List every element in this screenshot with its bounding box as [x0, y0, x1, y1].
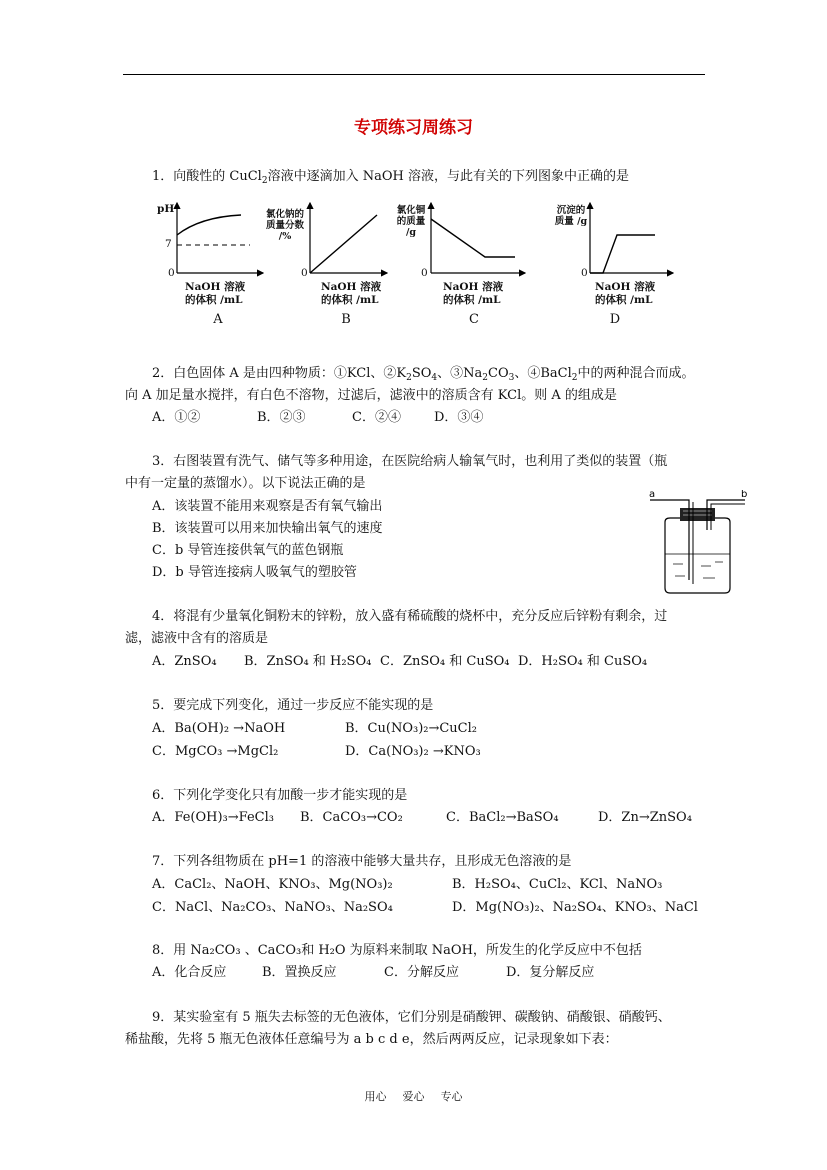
graph-a-origin: 0	[168, 267, 175, 279]
graph-a-curve	[177, 215, 241, 235]
q6-option-a: A．Fe(OH)₃→FeCl₃	[152, 810, 274, 825]
q8-option-b: B．置换反应	[262, 965, 337, 980]
q2-options	[152, 409, 483, 427]
q5-option-a: A．Ba(OH)₂ →NaOH	[152, 721, 286, 736]
q3-option-d: D．b 导管连接病人吸氧气的塑胶管	[152, 565, 357, 580]
q8-line-1: 8．用 Na₂CO₃ 、CaCO₃和 H₂O 为原料来制取 NaOH，所发生的化学反应中不包括	[152, 943, 642, 958]
q5-line-1: 5．要完成下列变化，通过一步反应不能实现的是	[152, 698, 434, 713]
q8-option-d: D．复分解反应	[506, 965, 595, 980]
graph-c-ylabel: 氯化铜的质量 /g	[396, 205, 426, 238]
q5-options-row-2	[152, 743, 481, 761]
bottle-label-a: a	[649, 490, 656, 500]
q6-option-c: C．BaCl₂→BaSO₄	[446, 810, 559, 825]
graph-b-line	[310, 215, 377, 273]
q8-option-c: C．分解反应	[384, 965, 459, 980]
q4-line-2: 滤，滤液中含有的溶质是	[125, 631, 269, 646]
q3-option-b: B．该装置可以用来加快输出氧气的速度	[152, 521, 383, 536]
q9-line-2: 稀盐酸，先将 5 瓶无色液体任意编号为 a b c d e，然后两两反应，记录现象如下表：	[125, 1032, 618, 1047]
graph-a-xlabel-2: 的体积 /mL	[185, 294, 243, 306]
page-title: 专项练习周练习	[354, 118, 473, 138]
q6-options	[152, 809, 692, 827]
graph-d-xlabel-1: NaOH 溶液	[595, 281, 656, 293]
graph-b-ylabel: 氯化钠的质量分数 /%	[265, 209, 304, 242]
q2-line-2: 向 A 加足量水搅拌，有白色不溶物，过滤后，滤液中的溶质含有 KCl。则 A 的组成是	[125, 388, 617, 403]
q6-option-b: B．CaCO₃→CO₂	[300, 810, 403, 825]
q4-options	[152, 653, 647, 671]
q3-line-2: 中有一定量的蒸馏水）。以下说法正确的是	[125, 476, 366, 491]
q5-option-b: B．Cu(NO₃)₂→CuCl₂	[345, 721, 477, 736]
gas-washing-bottle-figure	[645, 490, 750, 600]
graph-d-letter: D	[609, 312, 621, 327]
bottle-label-b: b	[741, 490, 748, 500]
q4-line-1: 4．将混有少量氧化铜粉末的锌粉，放入盛有稀硫酸的烧杯中，充分反应后锌粉有剩余，过	[152, 609, 668, 624]
graph-b-xlabel-1: NaOH 溶液	[321, 281, 382, 293]
graph-b	[310, 203, 387, 273]
q2-line-1: 2．白色固体 A 是由四种物质：①KCl、$②K_2SO_4$、$③Na_2CO_3$、④BaCl$_2$中的两种混合而成。	[152, 366, 695, 383]
q2-option-a: A．①②	[152, 410, 201, 425]
q8-options	[152, 964, 594, 982]
footer-word-1: 用心	[364, 1090, 387, 1103]
graph-d	[590, 203, 673, 273]
header-rule	[123, 74, 705, 75]
q3-line-1: 3．右图装置有洗气、储气等多种用途，在医院给病人输氧气时，也利用了类似的装置（瓶	[152, 454, 668, 469]
q1-stem: 1．向酸性的 CuCl$_2$溶液中逐滴加入 NaOH 溶液，与此有关的下列图象中正确的是	[152, 169, 629, 186]
q4-option-a: A．ZnSO₄	[152, 654, 217, 669]
q7-option-d: D．Mg(NO₃)₂、Na₂SO₄、KNO₃、NaCl	[452, 900, 698, 915]
q6-line-1: 6．下列化学变化只有加酸一步才能实现的是	[152, 788, 408, 803]
q7-option-a: A．CaCl₂、NaOH、KNO₃、Mg(NO₃)₂	[152, 877, 393, 892]
graph-a-ymark: 7	[165, 238, 172, 250]
q2-option-c: C．②④	[352, 410, 401, 425]
q5-options-row-1	[152, 720, 477, 738]
graph-a-letter: A	[213, 312, 223, 327]
graph-b-origin: 0	[301, 267, 308, 279]
graph-a-ylabel: pH	[157, 203, 175, 215]
graph-b-letter: B	[341, 312, 351, 327]
q9-line-1: 9．某实验室有 5 瓶失去标签的无色液体，它们分别是硝酸钾、碳酸钠、硝酸银、硝酸钙、	[152, 1010, 671, 1025]
q2-option-d: D．③④	[434, 410, 484, 425]
q8-option-a: A．化合反应	[152, 965, 227, 980]
graph-d-origin: 0	[581, 267, 588, 279]
q4-option-d: D．H₂SO₄ 和 CuSO₄	[518, 654, 648, 669]
graph-c-line	[431, 219, 515, 257]
footer-word-3: 专心	[440, 1090, 463, 1103]
graph-d-xlabel-2: 的体积 /mL	[595, 294, 653, 306]
q5-option-d: D．Ca(NO₃)₂ →KNO₃	[345, 744, 481, 759]
graph-d-line	[590, 235, 655, 273]
q7-options-row-1	[152, 876, 662, 894]
q1-graphs	[155, 195, 675, 335]
q4-option-b: B．ZnSO₄ 和 H₂SO₄	[244, 654, 372, 669]
q3-option-a: A．该装置不能用来观察是否有氧气输出	[152, 499, 383, 514]
q2-option-b: B．②③	[257, 410, 306, 425]
graph-c-letter: C	[469, 312, 479, 327]
graph-c-xlabel-1: NaOH 溶液	[443, 281, 504, 293]
graph-d-ylabel: 沉淀的质量 /g	[554, 205, 588, 227]
q7-line-1: 7．下列各组物质在 pH=1 的溶液中能够大量共存，且形成无色溶液的是	[152, 854, 572, 869]
graph-c-origin: 0	[421, 267, 428, 279]
graph-a-xlabel-1: NaOH 溶液	[185, 281, 246, 293]
footer-word-2: 爱心	[402, 1090, 425, 1103]
page-footer	[0, 1088, 827, 1104]
graph-b-xlabel-2: 的体积 /mL	[321, 294, 379, 306]
graph-c	[431, 203, 525, 273]
q7-option-c: C．NaCl、Na₂CO₃、NaNO₃、Na₂SO₄	[152, 900, 393, 915]
q7-option-b: B．H₂SO₄、CuCl₂、KCl、NaNO₃	[452, 877, 663, 892]
q4-option-c: C．ZnSO₄ 和 CuSO₄	[380, 654, 510, 669]
graph-a	[177, 203, 263, 273]
bottle-svg	[645, 490, 750, 600]
q6-option-d: D．Zn→ZnSO₄	[598, 810, 692, 825]
q7-options-row-2	[152, 899, 698, 917]
q3-option-c: C．b 导管连接供氧气的蓝色钢瓶	[152, 543, 344, 558]
q5-option-c: C．MgCO₃ →MgCl₂	[152, 744, 279, 759]
graph-c-xlabel-2: 的体积 /mL	[443, 294, 501, 306]
